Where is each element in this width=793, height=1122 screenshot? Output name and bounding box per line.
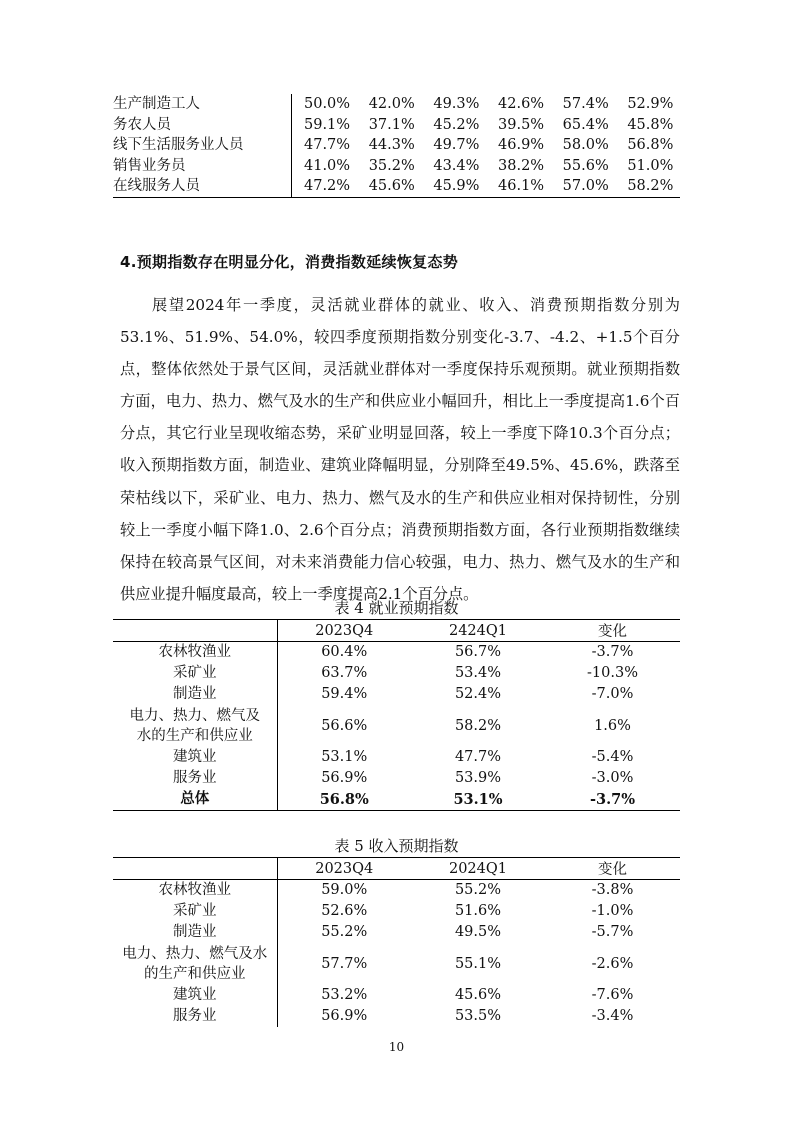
cell: 56.7% [454, 644, 502, 660]
employment-expectation-table [113, 619, 680, 811]
cell: -3.7% [591, 644, 634, 660]
table5-caption: 表 5 收入预期指数 [334, 837, 459, 855]
row-label-text: 电力、热力、燃气及水的生产和供应业 [122, 946, 268, 982]
row-label: 生产制造工人 [113, 94, 292, 115]
row-label [113, 943, 277, 985]
cell: 49.7% [433, 137, 480, 154]
cell: 58.2% [454, 717, 502, 734]
cell: 56.6% [321, 717, 368, 734]
column-header: 2424Q1 [411, 620, 545, 642]
cell: 52.4% [454, 686, 502, 702]
table-total-row [113, 789, 680, 811]
cell: 51.6% [454, 903, 502, 919]
column-header [113, 858, 277, 880]
row-label-text: 电力、热力、燃气及水的生产和供应业 [129, 708, 260, 744]
table-row [113, 135, 680, 156]
table-row [113, 663, 680, 684]
cell: -7.0% [591, 686, 634, 702]
cell: 45.6% [454, 987, 502, 1003]
cell: -2.6% [591, 955, 634, 972]
cell: 55.6% [562, 157, 609, 174]
table-row [113, 747, 680, 768]
cell: 53.9% [454, 770, 502, 786]
table-row [113, 94, 680, 115]
cell: 49.5% [454, 924, 502, 940]
table-row [113, 768, 680, 789]
cell: -10.3% [587, 665, 638, 681]
cell: 50.0% [304, 96, 351, 112]
cell: 57.0% [551, 176, 616, 197]
column-header [113, 620, 277, 642]
row-label: 线下生活服务业人员 [113, 135, 292, 156]
table-row [113, 943, 680, 985]
cell: 52.9% [627, 96, 674, 112]
cell: -5.4% [591, 749, 634, 765]
cell: 38.2% [498, 157, 545, 174]
column-header: 2023Q4 [277, 858, 411, 880]
page-number: 10 [388, 1040, 405, 1054]
row-label: 采矿业 [113, 901, 277, 922]
cell: 39.5% [498, 116, 545, 133]
column-header: 变化 [545, 858, 680, 880]
cell: 52.6% [321, 903, 368, 919]
row-label: 务农人员 [113, 115, 292, 136]
row-label: 制造业 [113, 922, 277, 943]
cell: 53.1% [411, 789, 545, 811]
cell: 41.0% [304, 157, 351, 174]
cell: 59.4% [321, 686, 368, 702]
row-label: 服务业 [113, 768, 277, 789]
table-row [113, 880, 680, 902]
table-row [113, 156, 680, 177]
row-label: 建筑业 [113, 985, 277, 1006]
cell: 65.4% [562, 116, 609, 133]
row-label: 服务业 [113, 1006, 277, 1027]
cell: 49.3% [433, 96, 480, 112]
cell: 37.1% [368, 116, 415, 133]
occupation-table [113, 94, 680, 198]
row-label: 农林牧渔业 [113, 880, 277, 902]
row-label: 在线服务人员 [113, 176, 292, 197]
table4-caption: 表 4 就业预期指数 [334, 599, 459, 617]
cell: 35.2% [368, 157, 415, 174]
cell: 59.1% [304, 116, 351, 133]
cell: 45.2% [433, 116, 480, 133]
cell: 45.8% [627, 116, 674, 133]
table-row [113, 642, 680, 664]
cell: 53.4% [454, 665, 502, 681]
column-header: 变化 [545, 620, 680, 642]
row-label: 采矿业 [113, 663, 277, 684]
row-label [113, 705, 277, 747]
table-row [113, 176, 680, 197]
cell: -3.0% [591, 770, 634, 786]
cell: 55.2% [454, 882, 502, 898]
cell: 56.8% [277, 789, 411, 811]
cell: 56.9% [321, 1008, 368, 1024]
cell: 53.5% [454, 1008, 502, 1024]
table-row [113, 922, 680, 943]
income-expectation-table [113, 857, 680, 1027]
row-label: 销售业务员 [113, 156, 292, 177]
row-label: 建筑业 [113, 747, 277, 768]
cell: 56.9% [321, 770, 368, 786]
cell: 43.4% [433, 157, 480, 174]
table-row [113, 1006, 680, 1027]
table-header-row [113, 858, 680, 880]
cell: 47.2% [292, 176, 357, 197]
table-row [113, 684, 680, 705]
cell: 42.0% [368, 96, 415, 112]
cell: 58.2% [615, 176, 680, 197]
cell: 56.8% [627, 137, 674, 154]
row-label: 总体 [113, 789, 277, 811]
cell: 55.1% [454, 955, 502, 972]
cell: 46.9% [498, 137, 545, 154]
cell: 45.6% [357, 176, 422, 197]
table-header-row [113, 620, 680, 642]
cell: 63.7% [321, 665, 368, 681]
cell: -1.0% [591, 903, 634, 919]
cell: 53.1% [321, 749, 368, 765]
cell: 42.6% [498, 96, 545, 112]
cell: 47.7% [304, 137, 351, 154]
cell: -3.7% [545, 789, 680, 811]
cell: 55.2% [321, 924, 368, 940]
row-label: 农林牧渔业 [113, 642, 277, 664]
cell: 59.0% [321, 882, 368, 898]
cell: -5.7% [591, 924, 634, 940]
cell: 44.3% [368, 137, 415, 154]
cell: 51.0% [627, 157, 674, 174]
cell: -3.4% [591, 1008, 634, 1024]
column-header: 2024Q1 [411, 858, 545, 880]
cell: -7.6% [591, 987, 634, 1003]
cell: 1.6% [594, 717, 631, 734]
table-row [113, 901, 680, 922]
cell: -3.8% [591, 882, 634, 898]
table-row [113, 985, 680, 1006]
table-row [113, 115, 680, 136]
cell: 60.4% [321, 644, 368, 660]
table-row [113, 705, 680, 747]
row-label: 制造业 [113, 684, 277, 705]
cell: 57.4% [562, 96, 609, 112]
cell: 57.7% [321, 955, 368, 972]
body-paragraph: 展望2024年一季度，灵活就业群体的就业、收入、消费预期指数分别为53.1%、51.9%、54.0%，较四季度预期指数分别变化-3.7、-4.2、+1.5个百分点，整体依然处于景气区间，灵活就业群体对一季度保持乐观预期。就业预期指数方面，电力、热力、燃气及水的生产和供应业小幅回升，相比上一季度提高1.6个百分点，其它行业呈现收缩态势，采矿业明显回落，较上一季度下降10.3个百分点；收入预期指数方面，制造业、建筑业降幅明显，分别降至49.5%、45.6%，跌落至荣枯线以下，采矿业、电力、热力、燃气及水的生产和供应业相对保持韧性，分别较上一季度小幅下降1.0、2.6个百分点；消费预期指数方面，各行业预期指数继续保持在较高景气区间，对未来消费能力信心较强，电力、热力、燃气及水的生产和供应业提升幅度最高，较上一季度提高2.1个百分点。 [120, 296, 680, 603]
cell: 45.9% [421, 176, 486, 197]
column-header: 2023Q4 [277, 620, 411, 642]
cell: 58.0% [562, 137, 609, 154]
section-heading: 4.预期指数存在明显分化，消费指数延续恢复态势 [120, 253, 459, 271]
cell: 46.1% [486, 176, 551, 197]
cell: 47.7% [454, 749, 502, 765]
cell: 53.2% [321, 987, 368, 1003]
